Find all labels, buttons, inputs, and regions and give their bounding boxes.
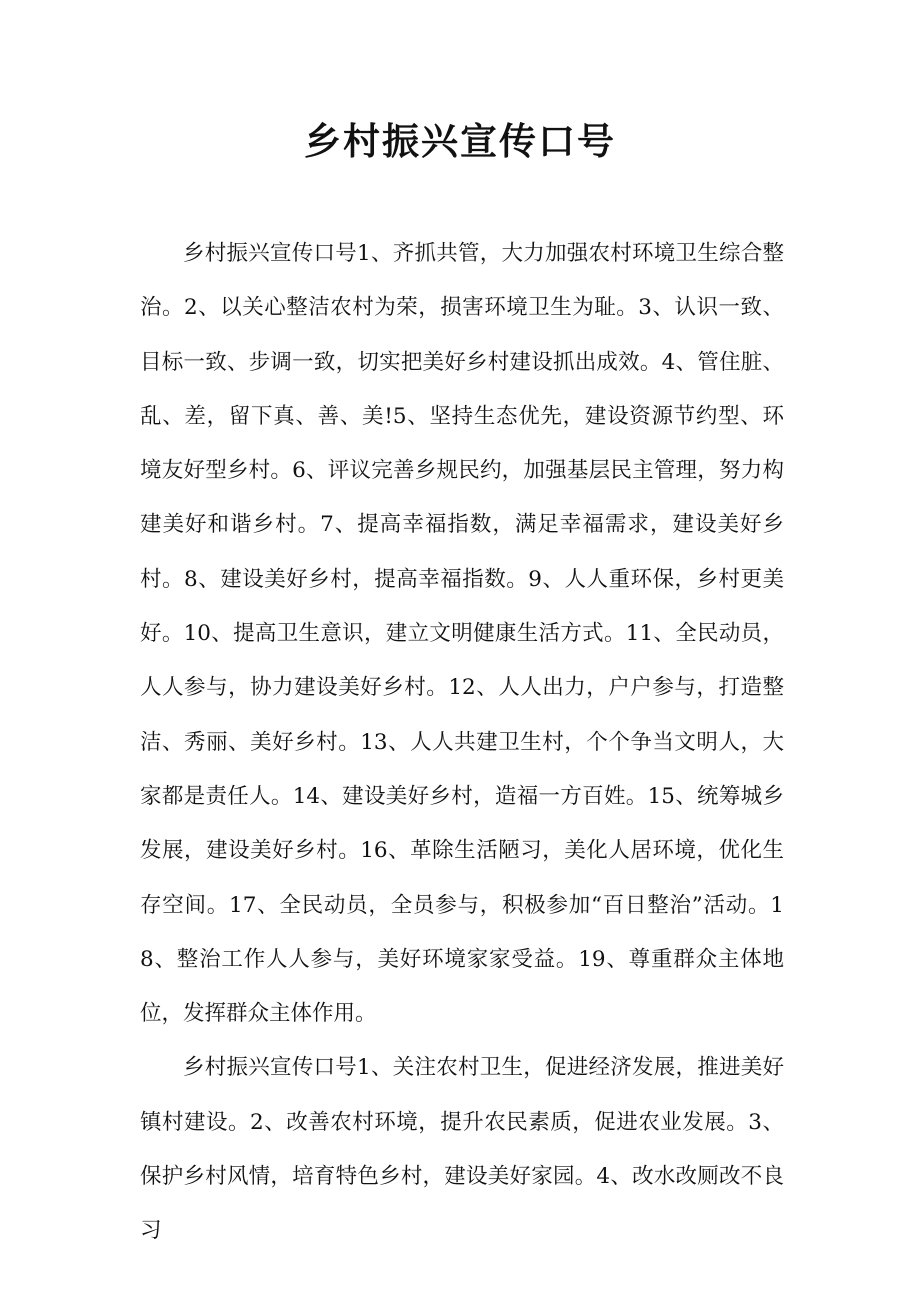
paragraph-2: 乡村振兴宣传口号1、关注农村卫生，促进经济发展，推进美好镇村建设。2、改善农村环境，提升农民素质，促进农业发展。3、保护乡村风情，培育特色乡村，建设美好家园。4、改水改厕改不良习 — [140, 1055, 784, 1244]
document-body — [140, 227, 784, 1259]
document-title: 乡村振兴宣传口号 — [304, 120, 616, 163]
paragraph-1: 乡村振兴宣传口号1、齐抓共管，大力加强农村环境卫生综合整治。2、以关心整洁农村为荣，损害环境卫生为耻。3、认识一致、目标一致、步调一致，切实把美好乡村建设抓出成效。4、管住脏、乱、差，留下真、善、美!5、坚持生态优先，建设资源节约型、环境友好型乡村。6、评议完善乡规民约，加强基层民主管理，努力构建美好和谐乡村。7、提高幸福指数，满足幸福需求，建设美好乡村。8、建设美好乡村，提高幸福指数。9、人人重环保，乡村更美好。10、提高卫生意识，建立文明健康生活方式。11、全民动员，人人参与，协力建设美好乡村。12、人人出力，户户参与，打造整洁、秀丽、美好乡村。13、人人共建卫生村，个个争当文明人，大家都是责任人。14、建设美好乡村，造福一方百姓。15、统筹城乡发展，建设美好乡村。16、革除生活陋习，美化人居环境，优化生存空间。17、全民动员，全员参与，积极参加“百日整治”活动。18、整治工作人人参与，美好环境家家受益。19、尊重群众主体地位，发挥群众主体作用。 — [140, 241, 784, 1027]
